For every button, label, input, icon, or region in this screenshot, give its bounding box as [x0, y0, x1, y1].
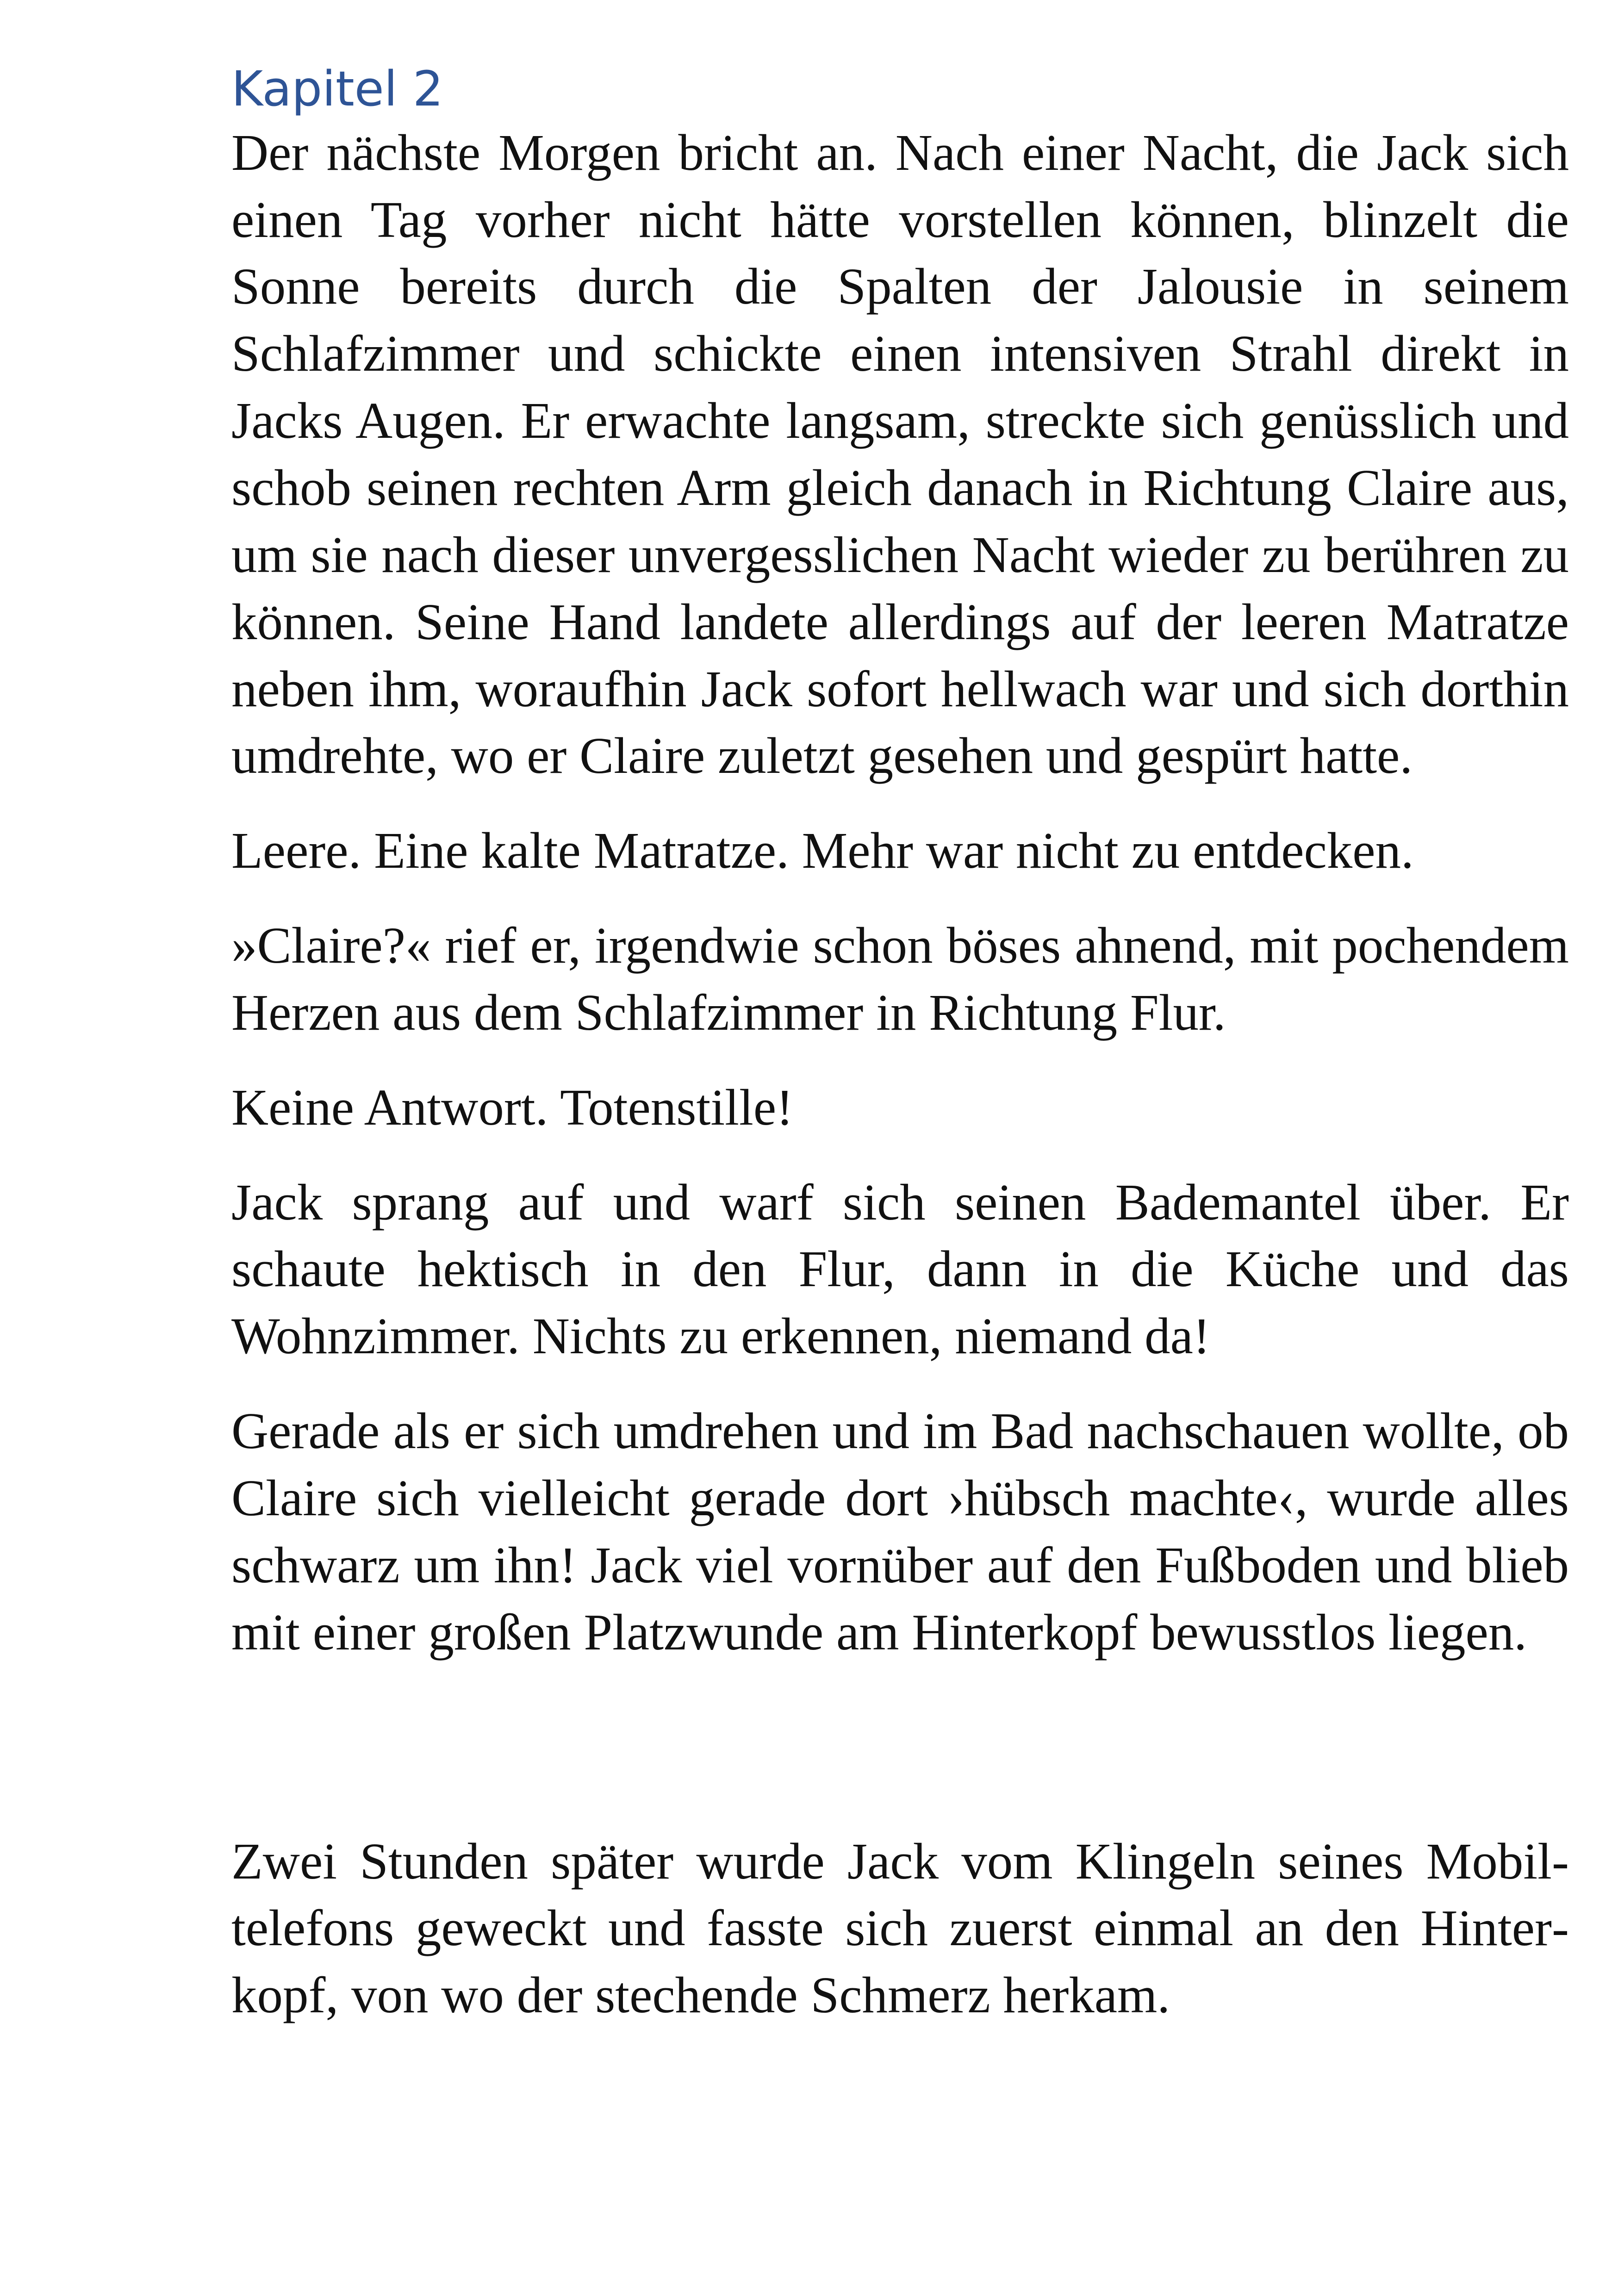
paragraph-morning: Der nächste Morgen bricht an. Nach einer Nacht, die Jack sich einen Tag vorher nicht hätte vorstellen können, blinzelt die Sonne bereits durch die Spalten der Jalousie in seinem Schlafzimmer und schickte einen intensiven Strahl direkt in Jacks Augen. Er erwachte langsam, streckte sich genüsslich und schob seinen rechten Arm gleich danach in Richtung Claire aus, um sie nach dieser unvergesslichen Nacht wieder zu berühren zu können. Seine Hand landete allerdings auf der leeren Matratze neben ihm, woraufhin Jack sofort hellwach war und sich dorthin umdrehte, wo er Claire zuletzt gesehen und gespürt hatte.	[231, 124, 1569, 785]
paragraph-blackout: Gerade als er sich umdrehen und im Bad nachschauen wollte, ob Claire sich vielleicht gerade dort ›hübsch machte‹, wurde alles schwarz um ihn! Jack viel vornüber auf den Fußboden und blieb mit einer großen Platzwunde am Hinterkopf bewusstlos liegen.	[231, 1403, 1569, 1661]
paragraph-searching: Jack sprang auf und warf sich seinen Bademantel über. Er schaute hektisch in den Flur, dann in die Küche und das Wohnzimmer. Nichts zu erkennen, niemand da!	[231, 1174, 1569, 1365]
paragraph-two-hours-later: Zwei Stunden später wurde Jack vom Klingeln seines Mobiltelefons geweckt und fasste sich zuerst einmal an den Hinterkopf, von wo der stechende Schmerz herkam.	[231, 1833, 1569, 2024]
paragraph-calling-claire: »Claire?« rief er, irgendwie schon böses ahnend, mit pochendem Herzen aus dem Schlafzimmer in Richtung Flur.	[231, 917, 1569, 1041]
paragraph-no-answer: Keine Antwort. Totenstille!	[231, 1079, 794, 1136]
document-page	[231, 60, 1569, 2057]
chapter-heading: Kapitel 2	[231, 61, 443, 117]
section-break	[231, 1694, 1569, 1829]
paragraph-emptiness: Leere. Eine kalte Matratze. Mehr war nicht zu entdecken.	[231, 822, 1414, 880]
